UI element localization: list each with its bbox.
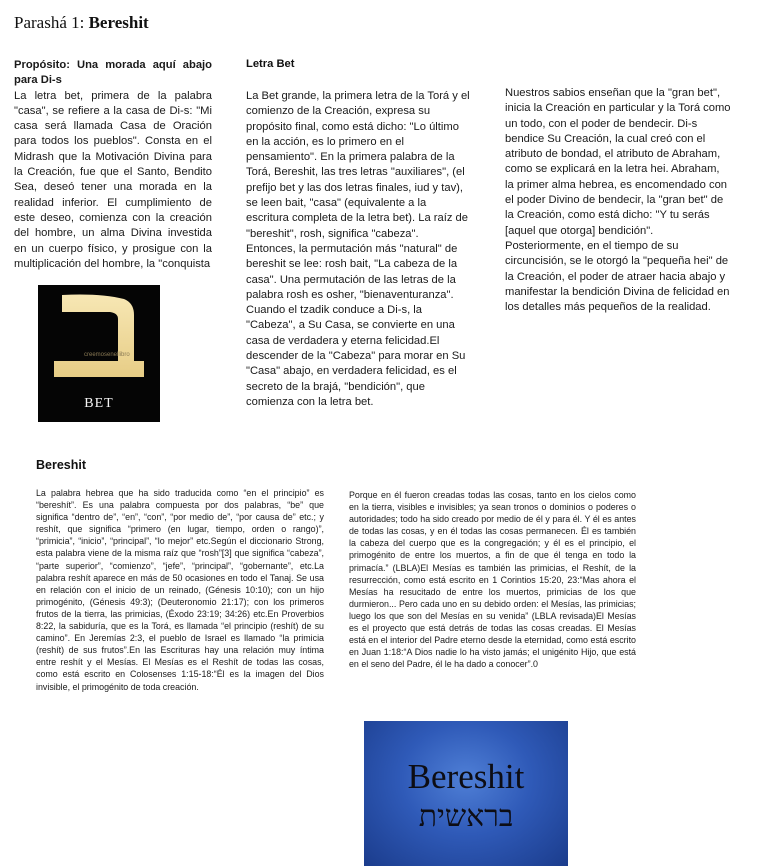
purpose-heading: Una morada aquí abajo para Di-s xyxy=(14,59,212,87)
purpose-label: Propósito: xyxy=(14,59,78,71)
purpose-column xyxy=(14,58,212,272)
bet-letter-image xyxy=(38,285,160,422)
bereshit-banner-image xyxy=(364,721,568,866)
bereshit-banner-hebrew: בראשית xyxy=(418,799,514,834)
bet-watermark: creemosenellibro xyxy=(84,352,130,358)
title-main: Bereshit xyxy=(88,13,149,32)
letra-bet-body: La Bet grande, la primera letra de la Torá y el comienzo de la Creación, expresa su propósito final, como está dicho: "Lo último en la acción, es lo primero en el pensamiento". En la primera palabra de la Torá, Bereshit, las tres letras "auxiliares", (el prefijo bet y las dos letras finales, iud y tav), se leen bait, "casa" (equivalente a la escritura completa de la letra bet). La raíz de "bereshit", rosh, significa "cabeza". Entonces, la permutación más "natural" de bereshit se lee: rosh bait, "La cabeza de la casa". Una permutación de las letras de la palabra rosh es osher, "bienaventuranza". Cuando el tzadik conduce a Di-s, la "Cabeza", a Su Casa, se convierte en una casa de verdadera y eterna felicidad.El descender de la "Cabeza" para morar en Su "Casa" abajo, en verdadera felicidad, es el secreto de la brajá, "bendición", que comienza con la letra bet. xyxy=(246,90,470,408)
bereshit-left-body: La palabra hebrea que ha sido traducida como “en el principio” es “bereshít”. Es una palabra compuesta por dos palabras, “be” que significa “dentro de”, “en”, “con”, “por medio de”, “por causa de” etc.; y reshít, que significa “primero (en lugar, tiempo, orden o rango)”, “primicia”, “inicio”, “principal”, “lo mejor” etc.Según el diccionario Strong, esta palabra viene de la misma raíz que “rosh”[3] que significa “cabeza”, “parte superior”, “comienzo”, “jefe”, “principal”, “gobernante”, etc.La palabra reshít aparece en más de 50 ocasiones en todo el Tanaj. Se usa en relación con el inicio de un reinado, (Génesis 10:10); con un hijo primogénito, (Génesis 49:3); (Deuteronomio 21:17); con los primeros frutos de la tierra, las primicias, (Éxodo 23:19; 34:26) etc.En Proverbios 8:22, la sabiduría, que es la Torá, es llamada “el principio (reshít) de su camino”. En Jeremías 2:3, el pueblo de Israel es llamado “la primicia (reshít) de sus frutos”.En las Escrituras hay una relación muy íntima entre reshít y el Mesías. El Mesías es el Reshít de todas las cosas, como está escrito en Colosenses 1:15-18:“Él es la imagen del Dios invisible, el primogénito de toda creación. xyxy=(36,488,324,692)
page-title xyxy=(14,13,149,33)
purpose-body: La letra bet, primera de la palabra "casa", se refiere a la casa de Di-s: "Mi casa será llamada Casa de Oración para todos los pueblos". Consta en el Midrash que la Motivación Divina para la Creación, fue que el Santo, Bendito Sea, deseó tener una morada en la realidad inferior. El cumplimiento de este deseo, comienza con la creación del hombre, un alma Divina investida en un cuerpo físico, y prosigue con la multiplicación del hombre, la "conquista xyxy=(14,89,212,270)
title-prefix: Parashá 1: xyxy=(14,13,89,32)
letra-bet-heading: Letra Bet xyxy=(246,58,295,70)
bereshit-banner-english: Bereshit xyxy=(407,757,525,796)
bereshit-heading: Bereshit xyxy=(36,458,87,472)
bereshit-right-body: Porque en él fueron creadas todas las cosas, tanto en los cielos como en la tierra, visibles e invisibles; ya sean tronos o dominios o poderes o autoridades; todo ha sido creado por medio de él y para él. Y él es antes de todas las cosas, y en él todas las cosas permanecen. Él es también la cabeza del cuerpo que es la congregación; y él es el principio, el primogénito de entre los muertos, a fin de que él tenga en todo la primacía.” (LBLA)El Mesías es también las primicias, el Reshít, de la resurrección, como está escrito en 1 Corintios 15:20, 23:“Mas ahora el Mesías ha resucitado de entre los muertos, primicias de los que durmieron... Pero cada uno en su debido orden: el Mesías, las primicias; luego los que son del Mesías en su venida” (LBLA revisada)El Mesías es el proyecto que está detrás de todas las cosas creadas. El Mesías está en el interior del Padre eterno desde la eternidad, como está escrito en Juan 1:18:“A Dios nadie lo ha visto jamás; el unigénito Hijo, que está en el seno del Padre, él le ha dado a conocer”.0 xyxy=(349,490,636,670)
sabios-body: Nuestros sabios enseñan que la "gran bet", inicia la Creación en particular y la Torá como un todo, con el poder de bendecir. Di-s bendice Su Creación, la cual creó con el atributo de bondad, el atributo de Abraham, como se explicará en la letra hei. Abraham, la primer alma hebrea, es encomendado con el poder Divino de bendecir, la "gran bet" de la Creación, como está dicho: "Y tu serás [aquel que otorga] bendición". Posteriormente, en el tiempo de su circuncisión, se le otorgó la "pequeña hei" de la Creación, el poder de atraer hacia abajo y manifestar la bendición Divina de felicidad en los detalles más pequeños de la realidad. xyxy=(505,87,731,314)
bet-caption: BET xyxy=(84,396,114,411)
